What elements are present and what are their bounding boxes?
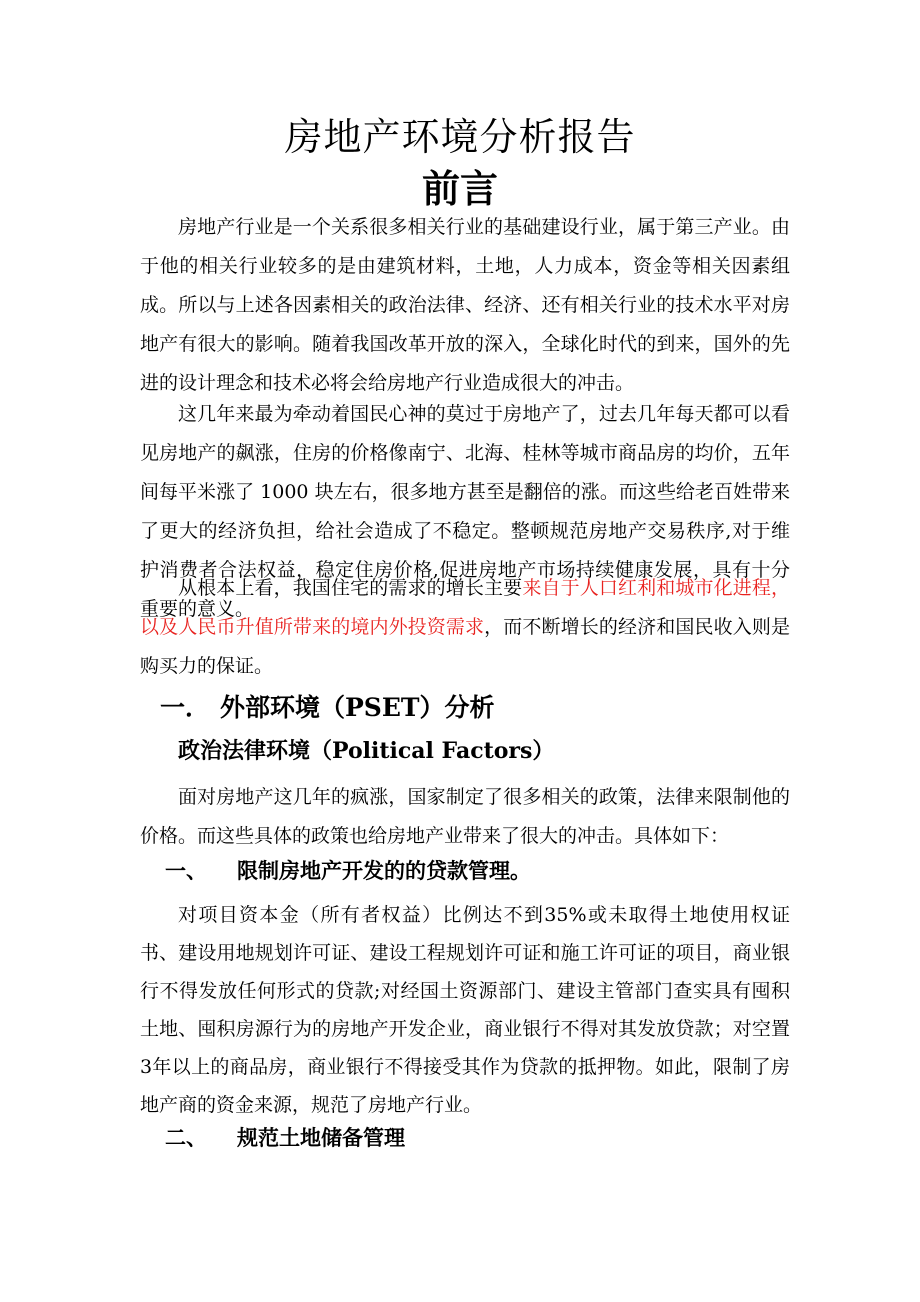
loan-paragraph: 对项目资本金（所有者权益）比例达不到35%或未取得土地使用权证书、建设用地规划许可证、建设工程规划许可证和施工许可证的项目，商业银行不得发放任何形式的贷款;对经国土资源部门、建设主管部门查实具有囤积土地、囤积房源行为的房地产开发企业，商业银行不得对其发放贷款；对空置3年以上的商品房，商业银行不得接受其作为贷款的抵押物。如此，限制了房地产商的资金来源，规范了房地产行业。: [140, 904, 790, 1116]
section-title: 外部环境（PSET）分析: [220, 693, 495, 722]
section-heading-external: [160, 688, 495, 728]
item-heading-loan: [165, 853, 531, 889]
preface-heading: 前言: [421, 166, 498, 211]
subsection-heading-political: 政治法律环境（Political Factors）: [178, 738, 555, 764]
item-title: 规范土地储备管理: [237, 1125, 405, 1150]
intro-paragraph-2: 这几年来最为牵动着国民心神的莫过于房地产了，过去几年每天都可以看见房地产的飙涨，住房的价格像南宁、北海、桂林等城市商品房的均价，五年间每平米涨了 1000 块左右，很多地方甚至是翻倍的涨。而这些给老百姓带来了更大的经济负担，给社会造成了不稳定。整顿规范房地产交易秩序,对于维护消费者合法权益，稳定住房价格,促进房地产市场持续健康发展，具有十分重要的意义。: [140, 403, 790, 620]
para3-after: ，而不断增长的经济和国民收入则是购买力的保证。: [140, 616, 790, 677]
intro-paragraph-3: [140, 569, 790, 686]
item-number: 二、: [165, 1125, 207, 1150]
section-number: 一．: [160, 693, 211, 722]
para3-before: 从根本上看，我国住宅的需求的增长主要: [178, 577, 523, 599]
item-heading-land: [165, 1120, 405, 1156]
item-number: 一、: [165, 858, 207, 883]
item-title: 限制房地产开发的的贷款管理。: [237, 858, 531, 883]
political-paragraph: 面对房地产这几年的疯涨，国家制定了很多相关的政策，法律来限制他的价格。而这些具体的政策也给房地产业带来了很大的冲击。具体如下：: [140, 786, 790, 847]
intro-paragraph-1: 房地产行业是一个关系很多相关行业的基础建设行业，属于第三产业。由于他的相关行业较多的是由建筑材料，土地，人力成本，资金等相关因素组成。所以与上述各因素相关的政治法律、经济、还有相关行业的技术水平对房地产有很大的影响。随着我国改革开放的深入，全球化时代的到来，国外的先进的设计理念和技术必将会给房地产行业造成很大的冲击。: [140, 216, 790, 394]
para3-highlight: 来自于人口红利和城市化进程，以及人民币升值所带来的境内外投资需求: [140, 577, 790, 638]
document-title: 房地产环境分析报告: [284, 115, 636, 159]
